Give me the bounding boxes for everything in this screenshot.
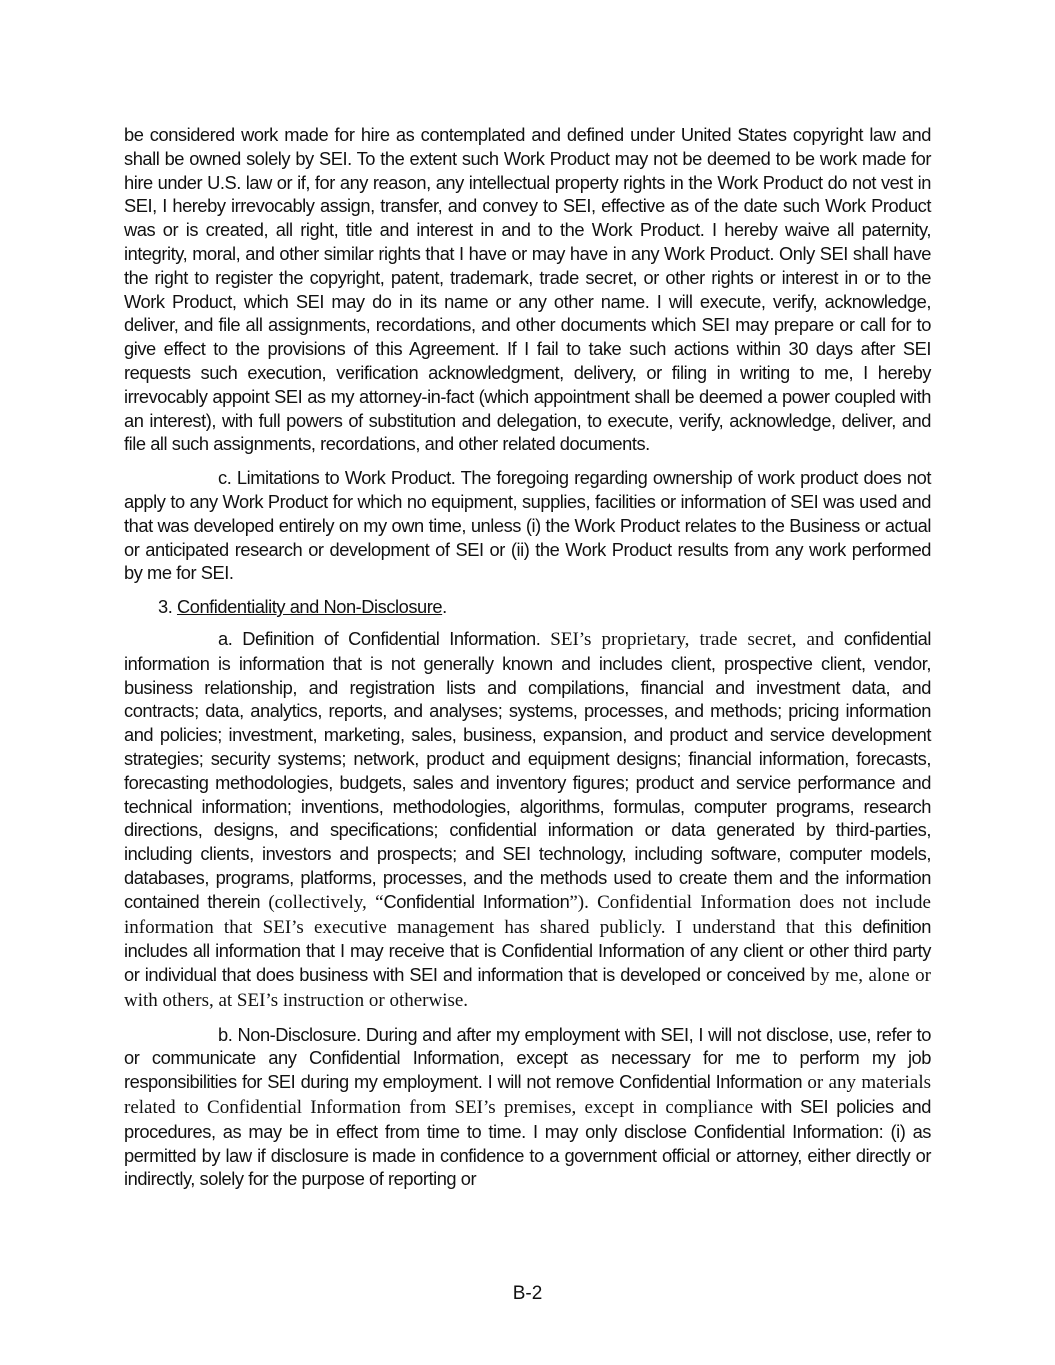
limitations-paragraph (124, 466, 931, 585)
section-3-title: Confidentiality and Non-Disclosure (176, 596, 443, 618)
page-number: B-2 (512, 1283, 543, 1304)
definition-heading: a. Definition of Confidential Information. (218, 627, 551, 649)
work-product-assignment-paragraph: be considered work made for hire as contemplated and defined under United States copyright law and shall be owned solely by SEI. To the extent such Work Product may not be deemed to be work made for hire under U.S. law or if, for any reason, any intellectual property rights in the Work Product do not vest in SEI, I hereby irrevocably assign, transfer, and convey to SEI, effective as of the date such Work Product was or is created, all right, title and interest in and to the Work Product. I hereby waive all paternity, integrity, moral, and other similar rights that I have or may have in any Work Product. Only SEI shall have the right to register the copyright, patent, trademark, trade secret, or other rights or interest in or to the Work Product, which SEI may do in its name or any other name. I will execute, verify, acknowledge, deliver, and file all assignments, recordations, and other documents which SEI may prepare or call for to give effect to the provisions of this Agreement. If I fail to take such actions within 30 days after SEI requests such execution, verification acknowledgment, delivery, or filing in writing to me, I hereby irrevocably appoint SEI as my attorney-in-fact (which appointment shall be deemed a power coupled with an interest), with full powers of substitution and delegation, to execute, verify, acknowledge, deliver, and file all such assignments, recordations, and other related documents. (124, 124, 931, 455)
non-disclosure-text-a: During and after my employment with SEI, I will not disclose, use, refer to or communicate any Confidential Information, except as necessary for me to perform my job responsibilities for SEI during my employment. I will not remove Confidential Information (124, 1023, 931, 1093)
definition-text-b: definition includes all information that I may receive that is Confidential Information of any client or other third party or individual that does business with SEI and information that is developed or conceived (124, 915, 931, 986)
definition-text-serif-a: SEI’s proprietary, trade secret, and (550, 628, 834, 650)
section-3-heading (124, 595, 931, 619)
defined-term: Confidential Information (383, 890, 570, 912)
definition-text-serif-c: ”). Confidential Information does not include information that SEI’s executive management has shared publicly. I understand that this (124, 891, 931, 938)
definition-text-serif-b: (collectively, “ (268, 891, 384, 913)
limitations-heading: c. Limitations to Work Product. (218, 467, 456, 489)
non-disclosure-text-serif: or any materials related to Confidential Information from SEI’s premises, except in compliance (124, 1072, 931, 1119)
non-disclosure-paragraph (124, 1023, 931, 1192)
document-body (124, 123, 931, 1201)
definition-paragraph (124, 627, 931, 1013)
non-disclosure-text-b: with SEI policies and procedures, as may be in effect from time to time. I may only disclose Confidential Information: (i) as permitted by law if disclosure is made in confidence to a government official or attorney, either directly or indirectly, solely for the purpose of reporting or (124, 1096, 931, 1190)
non-disclosure-heading: b. Non-Disclosure. (218, 1023, 361, 1045)
section-3-period: . (442, 596, 447, 618)
definition-text-serif-d: by me, alone or with others, at SEI’s instruction or otherwise. (124, 965, 932, 1011)
section-3-number: 3. (158, 596, 177, 618)
definition-text-a: confidential information is information that is not generally known and includes client, prospective client, vendor, business relationship, and registration lists and compilations, financial and investment data, and contracts; data, analytics, reports, and analyses; systems, processes, and methods; pricing information and policies; investment, marketing, sales, business, expansion, and product and service development strategies; security systems; network, product and equipment designs; financial information, forecasts, forecasting methodologies, budgets, sales and inventory figures; product and service performance and technical information; inventions, methodologies, algorithms, formulas, computer programs, research directions, designs, and specifications; confidential information or data generated by third-parties, including clients, investors and prospects; and SEI technology, including software, computer models, databases, programs, platforms, processes, and the methods used to create them and the information contained therein (124, 627, 931, 912)
limitations-text: The foregoing regarding ownership of work product does not apply to any Work Product for which no equipment, supplies, facilities or information of SEI was used and that was developed entirely on my own time, unless (i) the Work Product relates to the Business or actual or anticipated research or development of SEI or (ii) the Work Product results from any work performed by me for SEI. (124, 467, 931, 584)
